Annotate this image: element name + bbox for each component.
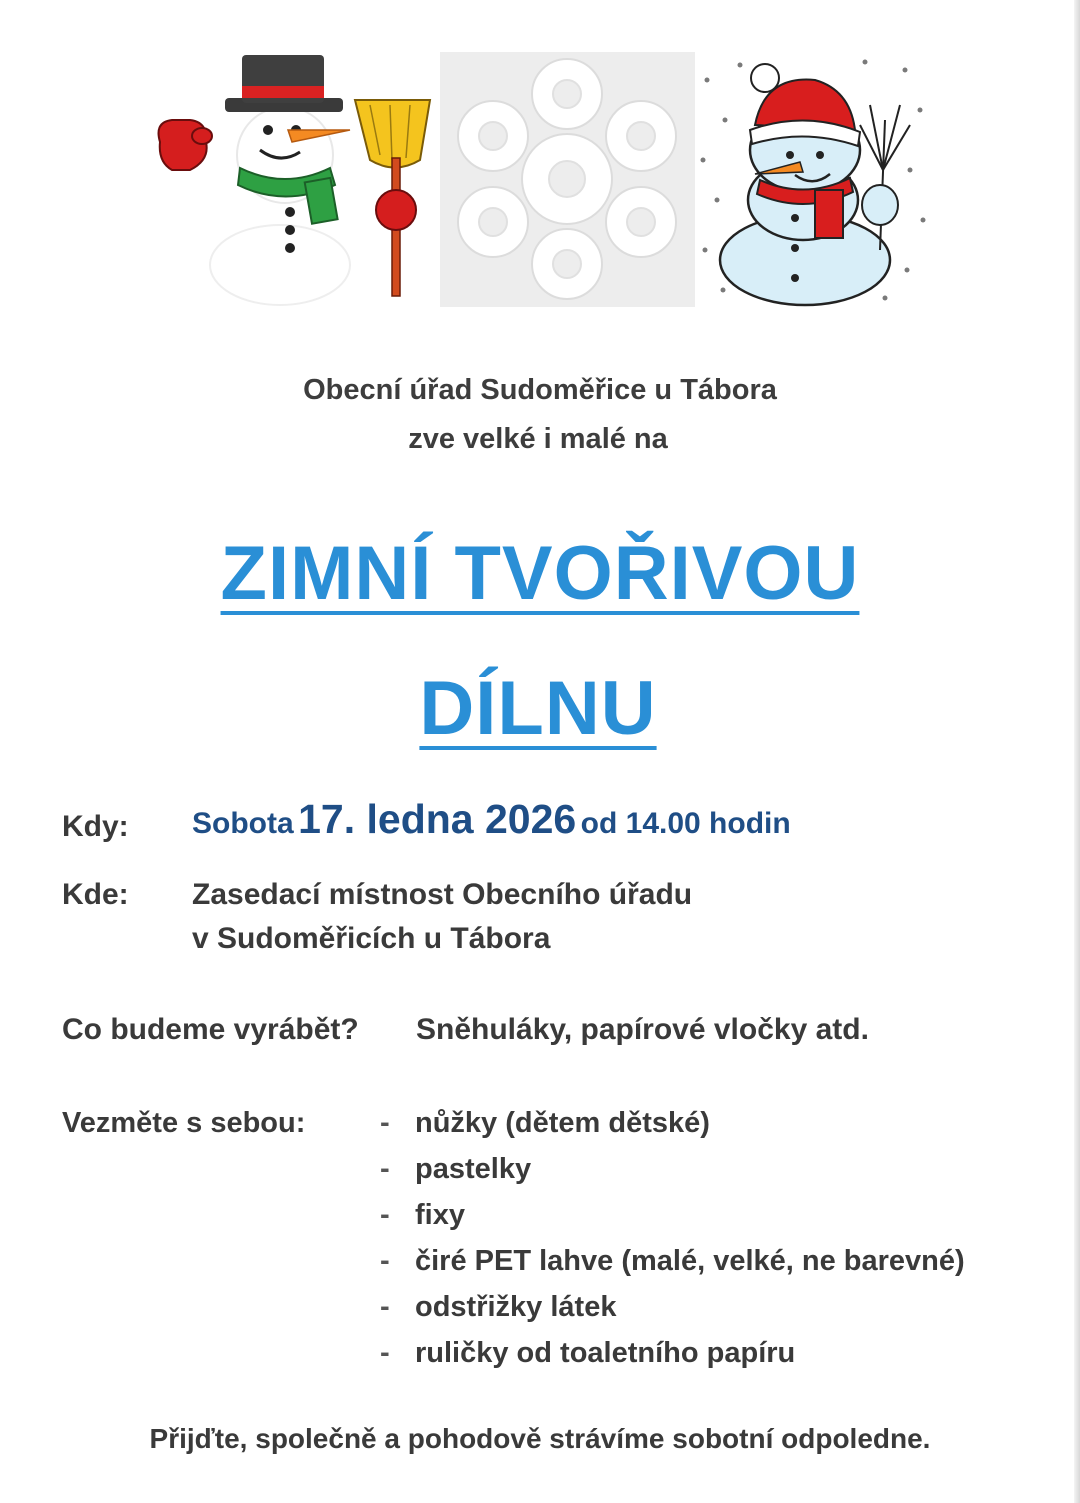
when-value: [192, 796, 791, 843]
when-time: od 14.00 hodin: [580, 807, 791, 840]
bring-item-text: odstřižky látek: [415, 1291, 617, 1323]
headline-line-2: [0, 665, 1078, 752]
headline-text-1: ZIMNÍ TVOŘIVOU: [220, 531, 860, 616]
what-text: Sněhuláky, papírové vločky atd.: [416, 1013, 869, 1046]
when-day: Sobota: [192, 807, 294, 840]
bring-item-text: pastelky: [415, 1153, 532, 1185]
intro-organizer: Obecní úřad Sudoměřice u Tábora: [303, 374, 777, 406]
bring-item: - pastelky: [380, 1153, 532, 1185]
closing-invitation: Přijďte, společně a pohodově strávíme sobotní odpoledne.: [149, 1423, 931, 1454]
snowman-santa-illustration: [695, 50, 935, 310]
what-label: Co budeme vyrábět?: [62, 1013, 359, 1046]
bring-item: - fixy: [380, 1199, 465, 1231]
bring-item: - čiré PET lahve (malé, velké, ne barevné): [380, 1245, 965, 1277]
bring-item-text: čiré PET lahve (malé, velké, ne barevné): [415, 1245, 965, 1277]
when-date: 17. ledna 2026: [298, 796, 577, 842]
intro-invitation: zve velké i malé na: [408, 423, 668, 455]
bring-item-text: nůžky (dětem dětské): [415, 1107, 710, 1139]
headline-line-1: [0, 530, 1080, 617]
bring-item: - ruličky od toaletního papíru: [380, 1337, 796, 1369]
paper-snowflake-illustration: [440, 52, 695, 307]
snowman-tophat-illustration: [150, 50, 440, 310]
where-label: Kde:: [62, 878, 129, 911]
where-line-2: v Sudoměřicích u Tábora: [192, 922, 551, 955]
bring-item: - nůžky (dětem dětské): [380, 1107, 710, 1139]
when-label: Kdy:: [62, 810, 129, 843]
bring-item-text: fixy: [415, 1199, 465, 1231]
where-line-1: Zasedací místnost Obecního úřadu: [192, 878, 693, 911]
bring-item-text: ruličky od toaletního papíru: [415, 1337, 796, 1369]
bring-label: Vezměte s sebou:: [62, 1107, 306, 1139]
headline-text-2: DÍLNU: [419, 666, 657, 751]
bring-item: - odstřižky látek: [380, 1291, 617, 1323]
